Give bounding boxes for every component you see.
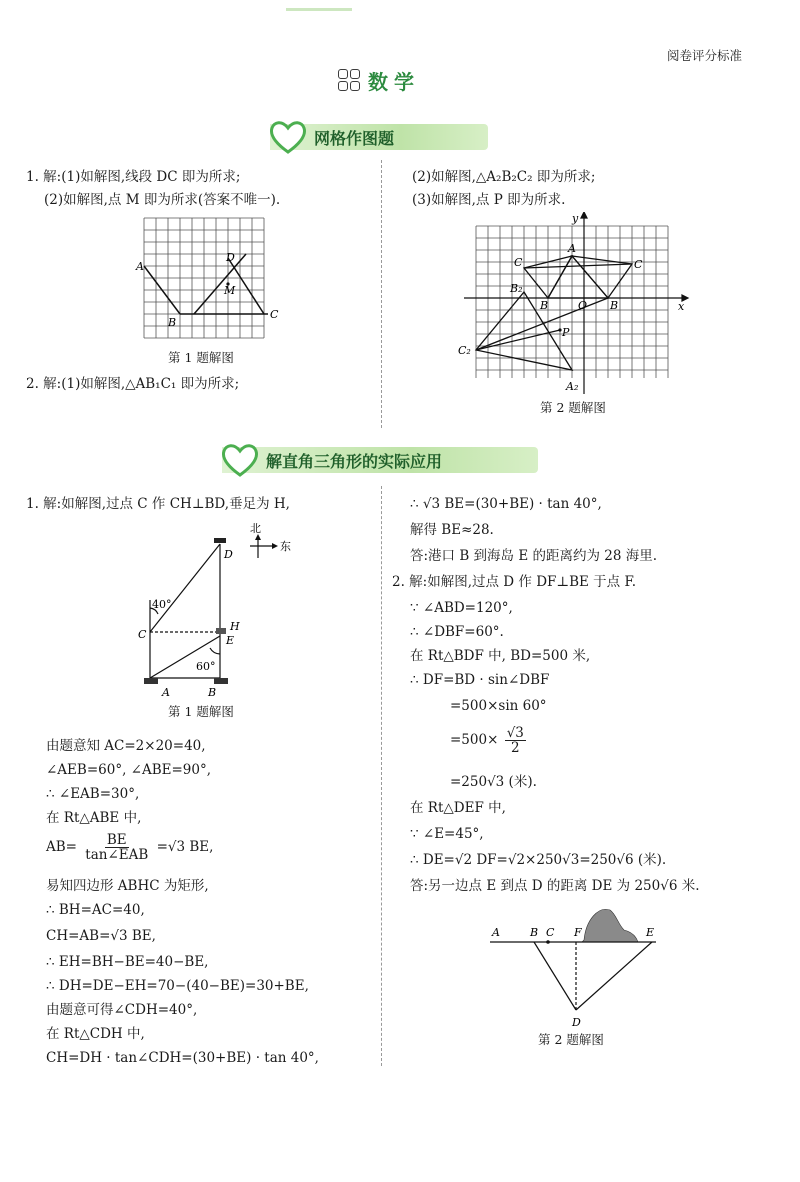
fig2-label-c2: C₂ — [458, 344, 471, 357]
tri-fig1-north: 北 — [250, 522, 261, 535]
tri-fig1-label-h: H — [230, 620, 240, 633]
tri-q1-line7: 易知四边形 ABHC 为矩形, — [46, 878, 209, 894]
fig2-label-b: B — [540, 299, 549, 312]
tri-q1-line4: ∴ ∠EAB=30°, — [46, 786, 140, 802]
fig2-label-b1: B — [610, 299, 619, 312]
grid-q2-line2: (2)如解图,△A₂B₂C₂ 即为所求; — [412, 169, 596, 185]
grid-q1-line2: (2)如解图,点 M 即为所求(答案不唯一). — [44, 192, 281, 208]
tri-q2-line11: ∴ DE=√2 DF=√2×250√3=250√6 (米). — [410, 852, 667, 868]
tri-q1-line14: CH=DH · tan∠CDH=(30+BE) · tan 40°, — [46, 1050, 319, 1066]
tri-q2-line3: ∴ ∠DBF=60°. — [410, 624, 504, 640]
tri-fig2-label-e: E — [646, 926, 655, 939]
tri-q1-formula — [46, 832, 213, 862]
tri-q2-line5: ∴ DF=BD · sin∠DBF — [410, 672, 550, 688]
fig2-label-c1: C — [514, 256, 523, 269]
tri-caption-2: 第 2 题解图 — [538, 1032, 604, 1047]
tri-q1-line13: 在 Rt△CDH 中, — [46, 1026, 145, 1042]
fig1-label-b: B — [168, 316, 177, 329]
subject-title: 数学 — [368, 69, 420, 94]
tri-fig1-label-c: C — [138, 628, 147, 641]
grid-caption-1: 第 1 题解图 — [168, 350, 234, 365]
grid-q1-line1: 1. 解:(1)如解图,线段 DC 即为所求; — [26, 169, 241, 185]
tri-q1-line1: 1. 解:如解图,过点 C 作 CH⊥BD,垂足为 H, — [26, 496, 290, 512]
tri-fig1-label-e: E — [226, 634, 235, 647]
math-icon — [338, 69, 360, 91]
tri-q2-formula — [450, 724, 528, 756]
fig1-label-c: C — [270, 308, 279, 321]
tri-figure-2 — [486, 900, 666, 1028]
fig2-label-a: A — [568, 242, 576, 255]
tri-figure-1 — [130, 518, 300, 700]
heart-icon — [220, 441, 260, 479]
tri-q2-line12: 答:另一边点 E 到点 D 的距离 DE 为 250√6 米. — [410, 878, 700, 894]
fig1-label-m: M — [224, 284, 236, 297]
subject-heading — [338, 66, 420, 94]
fig1-label-d: D — [226, 251, 235, 264]
tri-fig1-label-b: B — [208, 686, 217, 699]
tri-r-line1: ∴ √3 BE=(30+BE) · tan 40°, — [410, 496, 602, 512]
tri-q1-line8: ∴ BH=AC=40, — [46, 902, 145, 918]
tri-fig2-label-b: B — [530, 926, 539, 939]
grid-figure-1 — [134, 214, 280, 342]
tri-fig1-label-a: A — [162, 686, 170, 699]
column-divider — [381, 486, 382, 1066]
fig2-label-b2: B₂ — [510, 282, 523, 295]
tri-caption-1: 第 1 题解图 — [168, 704, 234, 719]
tri-fig2-label-a: A — [492, 926, 500, 939]
tri-q1-line3: ∠AEB=60°, ∠ABE=90°, — [46, 762, 212, 778]
fig2-label-o: O — [578, 299, 588, 312]
fig2-label-c: C — [634, 258, 643, 271]
tri-q2-line8: =250√3 (米). — [450, 774, 537, 790]
tri-fig1-east: 东 — [280, 540, 291, 553]
fig2-label-x: x — [678, 300, 685, 313]
section-banner-triangle — [222, 445, 538, 475]
grid-caption-2: 第 2 题解图 — [540, 400, 606, 415]
tri-q1-line12: 由题意可得∠CDH=40°, — [46, 1002, 198, 1018]
tri-fig2-label-f: F — [574, 926, 582, 939]
fig2-label-a2: A₂ — [566, 380, 579, 393]
tri-q2-fraction-den: 2 — [510, 740, 520, 756]
tri-q2-line9: 在 Rt△DEF 中, — [410, 800, 506, 816]
section-title-triangle: 解直角三角形的实际应用 — [266, 451, 443, 471]
grid-q2-line1: 2. 解:(1)如解图,△AB₁C₁ 即为所求; — [26, 376, 240, 392]
tri-q1-fraction-num: BE — [106, 832, 127, 848]
tri-q2-line1: 2. 解:如解图,过点 D 作 DF⊥BE 于点 F. — [392, 574, 637, 590]
fig2-label-p: P — [562, 326, 570, 339]
tri-r-line3: 答:港口 B 到海岛 E 的距离约为 28 海里. — [410, 548, 658, 564]
fig2-label-y: y — [572, 212, 579, 225]
tri-q1-formula-lhs: AB= — [46, 839, 77, 855]
top-decorative-strip — [286, 8, 352, 11]
tri-r-line2: 解得 BE≈28. — [410, 522, 494, 538]
tri-q2-fraction — [505, 726, 526, 755]
tri-fig1-angle-60: 60° — [196, 660, 216, 673]
tri-q1-fraction-den: tan∠EAB — [85, 847, 149, 863]
grid-q2-line3: (3)如解图,点 P 即为所求. — [412, 192, 566, 208]
tri-q2-line2: ∵ ∠ABD=120°, — [410, 600, 513, 616]
tri-q1-line9: CH=AB=√3 BE, — [46, 928, 156, 944]
tri-fig2-label-c: C — [546, 926, 555, 939]
column-divider — [381, 160, 382, 428]
tri-q2-fraction-num: √3 — [506, 725, 524, 741]
tri-q1-formula-rhs: =√3 BE, — [156, 839, 214, 855]
tri-q1-line11: ∴ DH=DE−EH=70−(40−BE)=30+BE, — [46, 978, 309, 994]
tri-fig1-angle-40: 40° — [152, 598, 172, 611]
tri-q2-formula-pre: =500× — [450, 732, 499, 748]
tri-q1-line5: 在 Rt△ABE 中, — [46, 810, 142, 826]
heart-icon — [268, 118, 308, 156]
tri-fig2-label-d: D — [572, 1016, 581, 1028]
tri-fig1-label-d: D — [224, 548, 233, 561]
tri-q1-line2: 由题意知 AC=2×20=40, — [46, 738, 206, 754]
section-title-grid: 网格作图题 — [314, 128, 395, 148]
tri-q2-line4: 在 Rt△BDF 中, BD=500 米, — [410, 648, 591, 664]
tri-q1-fraction — [83, 833, 150, 862]
tri-q2-line10: ∵ ∠E=45°, — [410, 826, 484, 842]
fig1-label-a: A — [136, 260, 144, 273]
tri-q1-line10: ∴ EH=BH−BE=40−BE, — [46, 954, 209, 970]
header-label: 阅卷评分标准 — [666, 48, 742, 63]
tri-q2-line6: =500×sin 60° — [450, 698, 547, 714]
section-banner-grid — [270, 122, 488, 152]
grid-figure-2 — [456, 212, 690, 400]
